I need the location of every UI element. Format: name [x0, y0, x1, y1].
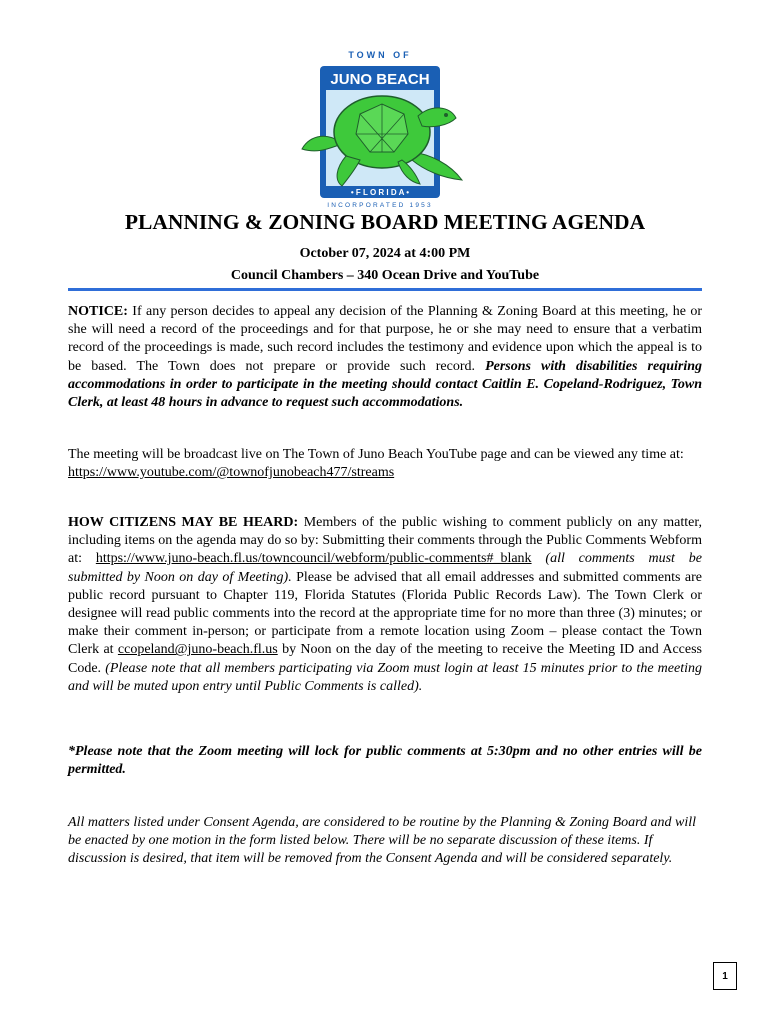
logo-state: • F L O R I D A • [350, 188, 410, 197]
town-logo [290, 50, 470, 212]
header-divider [68, 288, 702, 291]
heard-text-3: by Noon on the day of the meeting to receive the Meeting ID and Access Code. [68, 642, 702, 676]
notice-emphasis: Persons with disabilities requiring accommodations in order to participate in the meeting should contact Caitlin E. Copeland-Rodriguez, Town Clerk, at least 48 hours in advance to request such accommodations. [68, 358, 702, 411]
notice-text: If any person decides to appeal any decision of the Planning & Zoning Board at this meeting, he or she will need a record of the proceedings and for that purpose, he or she may need to ensure that a verbatim record of the proceedings is made, such record includes the testimony and evidence upon which the appeal is to be based. The Town does not prepare or provide such record. [68, 304, 702, 374]
heard-label: HOW CITIZENS MAY BE HEARD: [68, 515, 299, 530]
youtube-link[interactable]: https://www.youtube.com/@townofjunobeach477/streams [68, 465, 395, 481]
logo-incorporated: INCORPORATED 1953 [327, 202, 433, 209]
meeting-location: Council Chambers – 340 Ocean Drive and YouTube [230, 268, 540, 283]
broadcast-paragraph [68, 446, 702, 482]
heard-italic-2: (Please note that all members participating via Zoom must login at least 15 minutes prior to the meeting and will be muted upon entry until Public Comments is called). [68, 660, 702, 694]
logo-name: JUNO BEACH [330, 71, 430, 88]
notice-label: NOTICE: [68, 304, 128, 319]
page-title: PLANNING & ZONING BOARD MEETING AGENDA [124, 210, 646, 234]
page-number: 1 [713, 962, 737, 990]
broadcast-text: The meeting will be broadcast live on The Town of Juno Beach YouTube page and can be viewed any time at: [68, 447, 684, 462]
heard-italic-1: (all comments must be submitted by Noon on day of Meeting). [68, 551, 702, 585]
heard-text-2: Please be advised that all email addresses and submitted comments are public record pursuant to Chapter 119, Florida Statutes (Florida Public Records Law). The Town Clerk or designee will read public comments into the record at the appropriate time for no more than three (3) minutes; or make their comment in-person; or participate from a remote location using Zoom – please contact the Town Clerk at [68, 569, 702, 658]
sea-turtle-icon [290, 64, 470, 202]
consent-agenda-note: All matters listed under Consent Agenda, are considered to be routine by the Planning & Zoning Board and will be enacted by one motion in the form listed below. There will be no separate discussion of these items. If discussion is desired, that item will be removed from the Consent Agenda and will be considered separately. [68, 815, 697, 867]
logo-top-text: TOWN OF [348, 50, 412, 60]
notice-paragraph [68, 303, 702, 412]
zoom-lock-note: *Please note that the Zoom meeting will lock for public comments at 5:30pm and no other entries will be permitted. [68, 744, 702, 778]
clerk-email-link[interactable]: ccopeland@juno-beach.fl.us [117, 642, 278, 658]
meeting-date-time: October 07, 2024 at 4:00 PM [299, 246, 471, 261]
webform-link[interactable]: https://www.juno-beach.fl.us/towncouncil/webform/public-comments#_blank [95, 551, 532, 567]
public-comment-paragraph [68, 514, 702, 696]
heard-text-1: Members of the public wishing to comment publicly on any matter, including items on the agenda may do so by: Submitting their comments through the Public Comments Webform at: [68, 515, 702, 567]
